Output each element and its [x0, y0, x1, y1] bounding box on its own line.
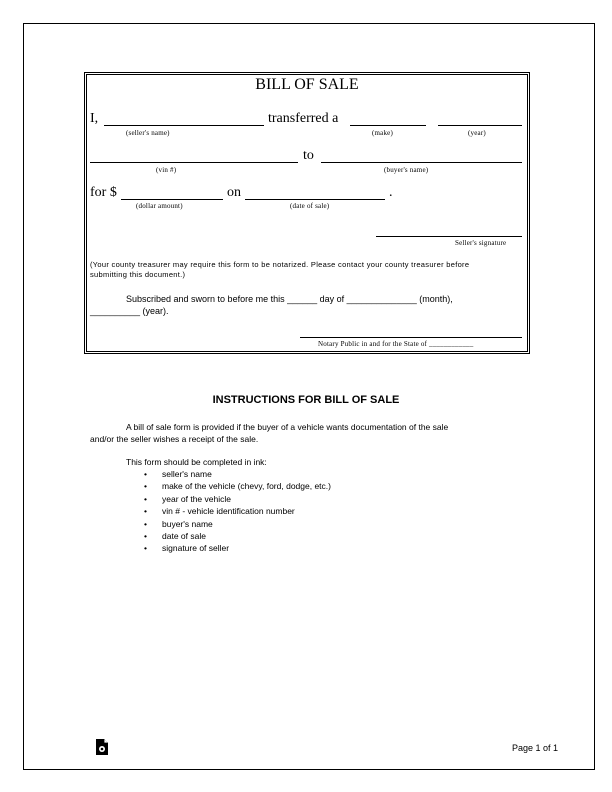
- bullet-icon: •: [144, 481, 147, 492]
- caption-dollar-amount: (dollar amount): [136, 202, 183, 210]
- instructions-para1-line1: A bill of sale form is provided if the buyer of a vehicle wants documentation of the sale: [126, 422, 449, 432]
- notice-line2: submitting this document.): [90, 270, 186, 279]
- caption-date-of-sale: (date of sale): [290, 202, 330, 210]
- caption-seller-name: (seller's name): [126, 129, 170, 137]
- vin-field[interactable]: [90, 162, 298, 163]
- sworn-statement-line1: Subscribed and sworn to before me this ______ day of ______________ (month),: [126, 294, 453, 304]
- buyer-name-field[interactable]: [321, 162, 522, 163]
- sworn-statement-line2: __________ (year).: [90, 306, 169, 316]
- list-item: • make of the vehicle (chevy, ford, dodge, etc.): [144, 481, 331, 492]
- line1-mid: transferred a: [268, 111, 339, 126]
- line2-mid: to: [303, 148, 314, 163]
- list-item: • date of sale: [144, 531, 206, 542]
- list-item: • vin # - vehicle identification number: [144, 506, 295, 517]
- form-title: BILL OF SALE: [255, 76, 359, 93]
- instructions-list: [140, 468, 331, 555]
- bullet-icon: •: [144, 506, 147, 517]
- caption-year: (year): [468, 129, 486, 137]
- year-field[interactable]: [438, 125, 522, 126]
- page-number: Page 1 of 1: [511, 743, 558, 753]
- seller-signature-field[interactable]: [376, 236, 522, 237]
- caption-notary: Notary Public in and for the State of ____________: [318, 340, 474, 348]
- line3-end: .: [389, 185, 393, 200]
- bullet-icon: •: [144, 531, 147, 542]
- line3-start: for $: [90, 185, 117, 200]
- list-item: • buyer's name: [144, 518, 213, 529]
- list-item: • year of the vehicle: [144, 493, 231, 504]
- caption-buyer-name: (buyer's name): [384, 166, 429, 174]
- bullet-icon: •: [144, 469, 147, 479]
- notice-line1: (Your county treasurer may require this form to be notarized. Please contact your county treasurer before: [90, 260, 470, 269]
- document-icon: [95, 739, 109, 755]
- line3-mid: on: [227, 185, 241, 200]
- caption-vin: (vin #): [156, 166, 177, 174]
- bullet-icon: •: [144, 518, 147, 529]
- caption-seller-signature: Seller's signature: [455, 239, 507, 247]
- notary-signature-field[interactable]: [300, 337, 522, 338]
- caption-make: (make): [372, 129, 394, 137]
- seller-name-field[interactable]: [104, 125, 264, 126]
- date-of-sale-field[interactable]: [245, 199, 385, 200]
- list-item: • seller's name: [144, 469, 212, 479]
- instructions-heading: INSTRUCTIONS FOR BILL OF SALE: [212, 394, 400, 406]
- bullet-icon: •: [144, 493, 147, 504]
- list-item: • signature of seller: [144, 543, 230, 554]
- instructions-para1-line2: and/or the seller wishes a receipt of the sale.: [90, 434, 259, 444]
- instructions-para2: This form should be completed in ink:: [126, 457, 267, 467]
- dollar-amount-field[interactable]: [121, 199, 223, 200]
- bullet-icon: •: [144, 543, 147, 554]
- make-field[interactable]: [350, 125, 426, 126]
- line1-start: I,: [90, 111, 99, 126]
